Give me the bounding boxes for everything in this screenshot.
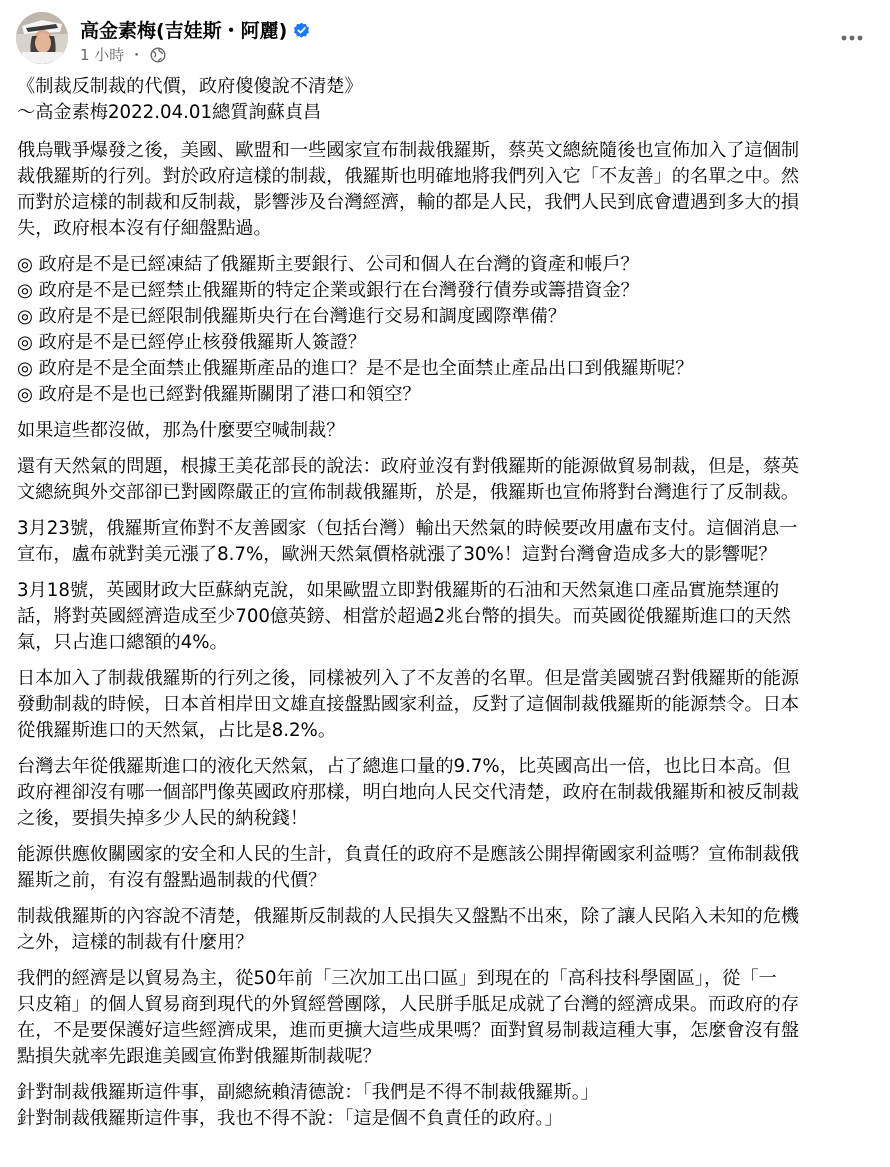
text-line: 如果這些都沒做，那為什麼要空喊制裁？: [17, 420, 345, 441]
globe-icon: [150, 47, 166, 63]
text-line: 俄烏戰爭爆發之後，美國、歐盟和一些國家宣布制裁俄羅斯，蔡英文總統隨後也宣佈加入了這個制: [17, 140, 800, 161]
avatar[interactable]: [16, 12, 68, 64]
author-name-text[interactable]: 高金素梅(吉娃斯・阿麗): [80, 20, 288, 42]
text-line: 從俄羅斯進口的天然氣，占比是8.2%。: [17, 720, 337, 741]
question-item: ◎ 政府是不是已經凍結了俄羅斯主要銀行、公司和個人在台灣的資產和帳戶？: [17, 254, 639, 275]
paragraph-intro: [17, 138, 879, 242]
paragraph-7: [17, 754, 879, 832]
more-dots-icon: [841, 35, 863, 41]
text-line: 台灣去年從俄羅斯進口的液化天然氣，占了總進口量的9.7%，比英國高出一倍，也比日本高。但: [17, 756, 791, 777]
post-timestamp[interactable]: 1 小時: [80, 46, 125, 64]
text-line: 而對於這樣的制裁和反制裁，影響涉及台灣經濟，輸的都是人民，我們人民到底會遭遇到多大的損: [17, 192, 800, 213]
post-body: [17, 74, 879, 1142]
text-line: 話，將對英國經濟造成至少700億英鎊、相當於超過2兆台幣的損失。而英國從俄羅斯進口的天然: [17, 606, 791, 627]
question-item: ◎ 政府是不是已經禁止俄羅斯的特定企業或銀行在台灣發行債券或籌措資金？: [17, 280, 639, 301]
more-options-button[interactable]: [834, 20, 870, 56]
avatar-photo: [16, 12, 68, 64]
subtitle-line: ～高金素梅2022.04.01總質詢蘇貞昌: [17, 102, 322, 123]
text-line: 宣布，盧布就對美元漲了8.7%，歐洲天然氣價格就漲了30%！這對台灣會造成多大的影響呢？: [17, 544, 777, 565]
post-title: [17, 74, 879, 126]
text-line: 裁俄羅斯的行列。對於政府這樣的制裁，俄羅斯也明確地將我們列入它「不友善」的名單之中。然: [17, 166, 800, 187]
verified-badge-icon: [293, 22, 310, 39]
text-line: 點損失就率先跟進美國宣佈對俄羅斯制裁呢？: [17, 1046, 381, 1067]
text-line: 制裁俄羅斯的內容說不清楚，俄羅斯反制裁的人民損失又盤點不出來，除了讓人民陷入未知的危機: [17, 906, 800, 927]
text-line: 發動制裁的時候，日本首相岸田文雄直接盤點國家利益，反對了這個制裁俄羅斯的能源禁令。日本: [17, 694, 800, 715]
text-line: 氣，只占進口總額的4%。: [17, 632, 228, 653]
text-line: 文總統與外交部卻已對國際嚴正的宣佈制裁俄羅斯，於是，俄羅斯也宣佈將對台灣進行了反制裁。: [17, 482, 800, 503]
post-header: [16, 10, 874, 66]
text-line: 還有天然氣的問題，根據王美花部長的說法：政府並沒有對俄羅斯的能源做貿易制裁，但是，蔡英: [17, 456, 800, 477]
text-line: 失，政府根本沒有仔細盤點過。: [17, 218, 272, 239]
paragraph-9: [17, 904, 879, 956]
paragraph-2: [17, 418, 879, 444]
paragraph-6: [17, 666, 879, 744]
text-line: 我們的經濟是以貿易為主，從50年前「三次加工出口區」到現在的「高科技科學園區」，從「一: [17, 968, 777, 989]
paragraph-5: [17, 578, 879, 656]
paragraph-8: [17, 842, 879, 894]
text-line: 之外，這樣的制裁有什麼用？: [17, 932, 254, 953]
author-name[interactable]: [80, 16, 310, 43]
text-line: 日本加入了制裁俄羅斯的行列之後，同樣被列入了不友善的名單。但是當美國號召對俄羅斯的能源: [17, 668, 800, 689]
question-item: ◎ 政府是不是也已經對俄羅斯關閉了港口和領空？: [17, 384, 421, 405]
question-item: ◎ 政府是不是已經停止核發俄羅斯人簽證？: [17, 332, 367, 353]
text-line: 在，不是要保護好這些經濟成果，進而更擴大這些成果嗎？面對貿易制裁這種大事，怎麼會沒有盤: [17, 1020, 800, 1041]
text-line: 羅斯之前，有沒有盤點過制裁的代價？: [17, 870, 327, 891]
text-line: 3月18號，英國財政大臣蘇納克說，如果歐盟立即對俄羅斯的石油和天然氣進口產品實施禁運的: [17, 580, 780, 601]
text-line: 針對制裁俄羅斯這件事，副總統賴清德說：「我們是不得不制裁俄羅斯。」: [17, 1082, 599, 1103]
title-line: 《制裁反制裁的代價，政府傻傻說不清楚》: [17, 76, 363, 97]
paragraph-3: [17, 454, 879, 506]
text-line: 能源供應攸關國家的安全和人民的生計，負責任的政府不是應該公開捍衛國家利益嗎？宣佈制裁俄: [17, 844, 800, 865]
text-line: 3月23號，俄羅斯宣佈對不友善國家（包括台灣）輸出天然氣的時候要改用盧布支付。這個消息一: [17, 518, 798, 539]
text-line: 之後，要損失掉多少人民的納稅錢！: [17, 808, 309, 829]
question-item: ◎ 政府是不是已經限制俄羅斯央行在台灣進行交易和調度國際準備？: [17, 306, 567, 327]
meta-separator: ・: [129, 46, 145, 64]
question-item: ◎ 政府是不是全面禁止俄羅斯產品的進口？是不是也全面禁止產品出口到俄羅斯呢？: [17, 358, 694, 379]
post-meta: [80, 44, 166, 65]
question-list: [17, 252, 879, 408]
paragraph-10: [17, 966, 879, 1070]
paragraph-conclusion: [17, 1080, 879, 1132]
text-line: 只皮箱」的個人貿易商到現代的外貿經營團隊，人民胼手胝足成就了台灣的經濟成果。而政府的存: [17, 994, 800, 1015]
text-line: 政府裡卻沒有哪一個部門像英國政府那樣，明白地向人民交代清楚，政府在制裁俄羅斯和被反制裁: [17, 782, 800, 803]
text-line: 針對制裁俄羅斯這件事，我也不得不說：「這是個不負責任的政府。」: [17, 1108, 563, 1129]
paragraph-4: [17, 516, 879, 568]
